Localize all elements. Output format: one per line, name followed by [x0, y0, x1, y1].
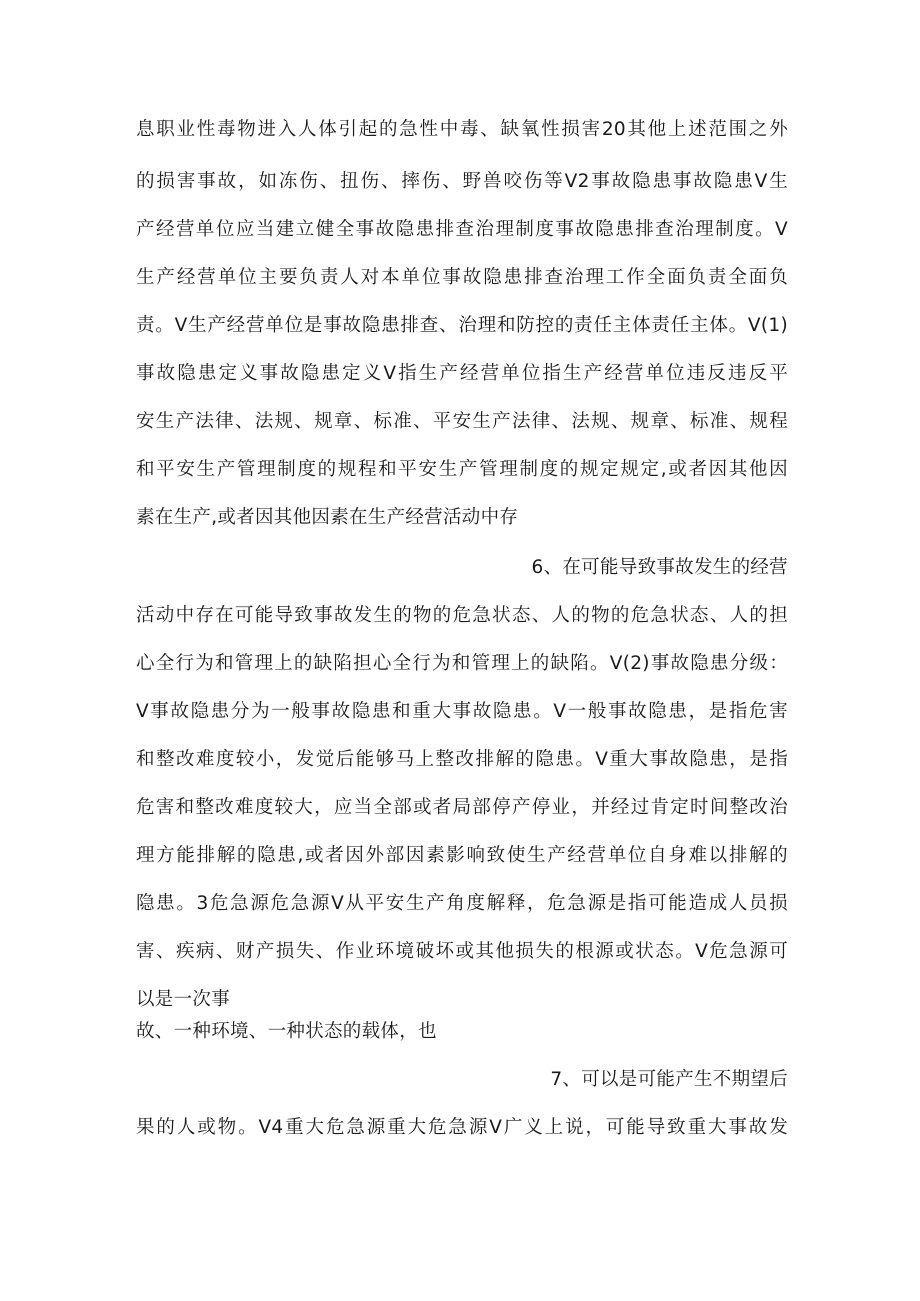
section-heading-7: 7、可以是可能产生不期望后 [550, 1069, 788, 1090]
text-line: 素在生产,或者因其他因素在生产经营活动中存 [136, 507, 519, 528]
text-line: 害、疾病、财产损失、作业环境破坏或其他损失的根源或状态。V危急源可 [136, 941, 788, 962]
text-line: 产经营单位应当建立健全事故隐患排查治理制度事故隐患排查治理制度。V [136, 219, 788, 240]
text-line: 以是一次事 [136, 989, 231, 1010]
section-heading-6: 6、在可能导致事故发生的经营 [531, 557, 788, 578]
text-line: 危害和整改难度较大，应当全部或者局部停产停业，并经过肯定时间整改治 [136, 797, 788, 818]
text-line: 活动中存在可能导致事故发生的物的危急状态、人的物的危急状态、人的担 [136, 605, 788, 626]
text-line: 和整改难度较小，发觉后能够马上整改排解的隐患。V重大事故隐患，是指 [136, 749, 788, 770]
text-line: 责。V生产经营单位是事故隐患排查、治理和防控的责任主体责任主体。V(1) [136, 315, 788, 336]
text-line: 安生产法律、法规、规章、标准、平安生产法律、法规、规章、标准、规程 [136, 411, 788, 432]
text-line: 果的人或物。V4重大危急源重大危急源V广义上说，可能导致重大事故发 [136, 1117, 788, 1138]
text-line: 和平安生产管理制度的规程和平安生产管理制度的规定规定,或者因其他因 [136, 459, 788, 480]
text-line: 隐患。3危急源危急源V从平安生产角度解释，危急源是指可能造成人员损 [136, 893, 788, 914]
text-line: 息职业性毒物进入人体引起的急性中毒、缺氧性损害20其他上述范围之外 [136, 119, 788, 140]
text-line: 的损害事故，如冻伤、扭伤、摔伤、野兽咬伤等V2事故隐患事故隐患V生 [136, 171, 788, 192]
text-line: 生产经营单位主要负责人对本单位事故隐患排查治理工作全面负责全面负 [136, 267, 788, 288]
text-line: 事故隐患定义事故隐患定义V指生产经营单位指生产经营单位违反违反平 [136, 363, 788, 384]
text-line: 故、一种环境、一种状态的载体，也 [136, 1021, 437, 1042]
text-line: 心全行为和管理上的缺陷担心全行为和管理上的缺陷。V(2)事故隐患分级： [136, 653, 788, 674]
text-line: V事故隐患分为一般事故隐患和重大事故隐患。V一般事故隐患，是指危害 [136, 701, 788, 722]
text-line: 理方能排解的隐患,或者因外部因素影响致使生产经营单位自身难以排解的 [136, 845, 788, 866]
